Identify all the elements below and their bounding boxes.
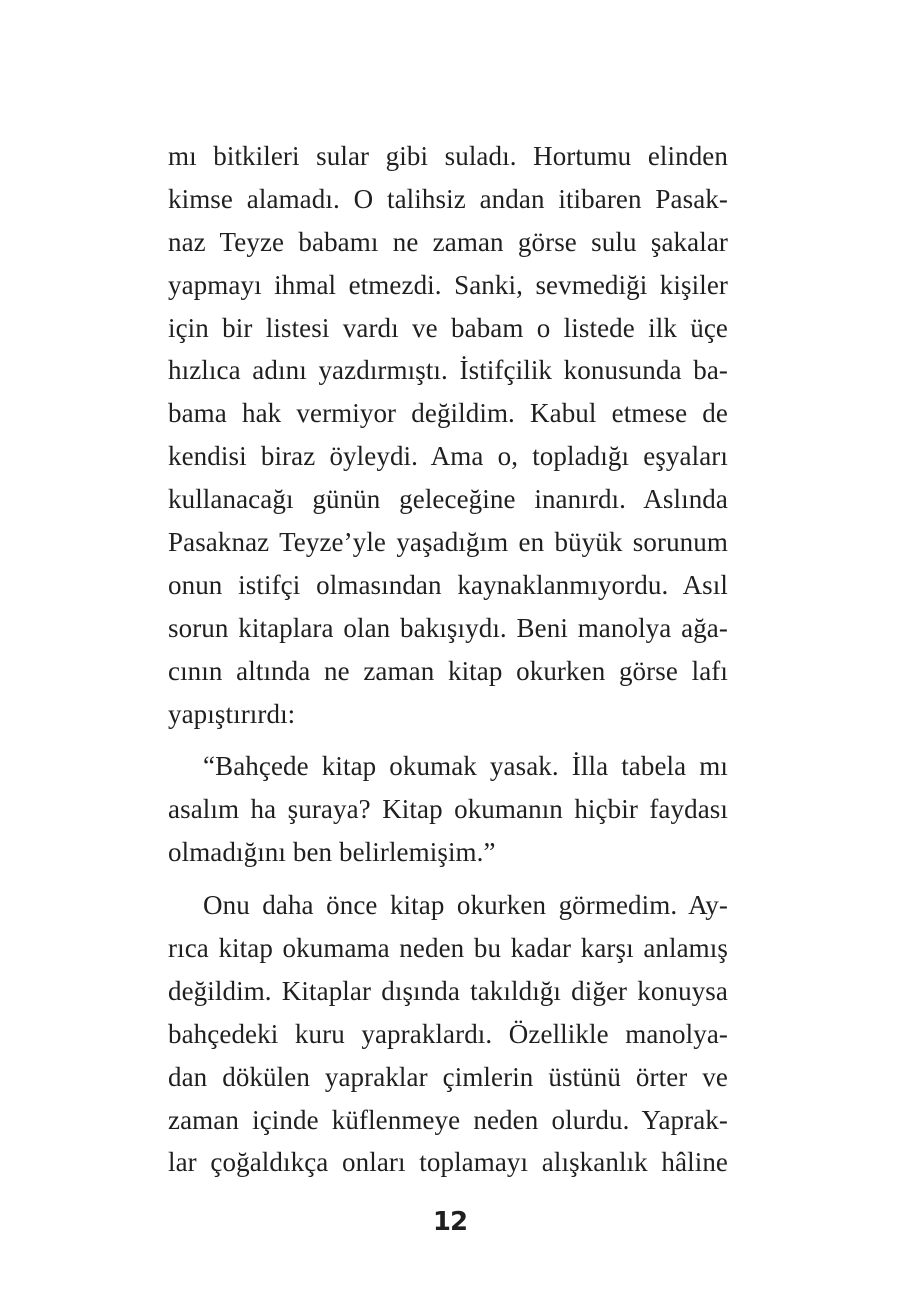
text-line: Onu daha önce kitap okurken görmedim. Ay- xyxy=(203,890,728,921)
text-line: lar çoğaldıkça onları toplamayı alışkanlık hâline xyxy=(168,1147,728,1178)
text-line: dan dökülen yapraklar çimlerin üstünü örter ve xyxy=(168,1061,728,1092)
paragraph-spacer xyxy=(168,874,728,884)
text-line: rıca kitap okumama neden bu kadar karşı anlamış xyxy=(168,933,728,964)
text-line: naz Teyze babamı ne zaman görse sulu şakalar xyxy=(168,226,728,257)
text-line: sorun kitaplara olan bakışıydı. Beni manolya ağa- xyxy=(168,612,728,643)
text-line: değildim. Kitaplar dışında takıldığı diğer konuysa xyxy=(168,975,728,1006)
text-line: hızlıca adını yazdırmıştı. İstifçilik konusunda ba- xyxy=(168,355,728,386)
text-line: bama hak vermiyor değildim. Kabul etmese de xyxy=(168,398,728,429)
text-line: için bir listesi vardı ve babam o listede ilk üçe xyxy=(168,312,728,343)
text-line: yapmayı ihmal etmezdi. Sanki, sevmediği kişiler xyxy=(168,269,728,300)
text-line: kullanacağı günün geleceğine inanırdı. Aslında xyxy=(168,484,728,515)
text-line: onun istifçi olmasından kaynaklanmıyordu. Asıl xyxy=(168,569,728,600)
text-line: “Bahçede kitap okumak yasak. İlla tabela mı xyxy=(203,751,728,782)
page-number: 12 xyxy=(432,1207,468,1237)
text-line: yapıştırırdı: xyxy=(168,698,296,729)
text-line: kimse alamadı. O talihsiz andan itibaren Pasak- xyxy=(168,183,728,214)
text-line: mı bitkileri sular gibi suladı. Hortumu elinden xyxy=(168,141,728,171)
text-line: zaman içinde küflenmeye neden olurdu. Yaprak- xyxy=(168,1104,728,1135)
text-line: cının altında ne zaman kitap okurken görse lafı xyxy=(168,655,728,686)
body-text xyxy=(168,135,728,1184)
paragraph xyxy=(168,884,728,1184)
text-line: olmadığını ben belirlemişim.” xyxy=(168,837,496,868)
paragraph-spacer xyxy=(168,735,728,745)
text-line: asalım ha şuraya? Kitap okumanın hiçbir faydası xyxy=(168,794,728,825)
quote-paragraph xyxy=(168,745,728,874)
text-line: kendisi biraz öyleydi. Ama o, topladığı eşyaları xyxy=(168,441,728,472)
text-line: Pasaknaz Teyze’yle yaşadığım en büyük sorunum xyxy=(168,527,728,558)
paragraph xyxy=(168,135,728,735)
text-line: bahçedeki kuru yapraklardı. Özellikle manolya- xyxy=(168,1018,728,1049)
